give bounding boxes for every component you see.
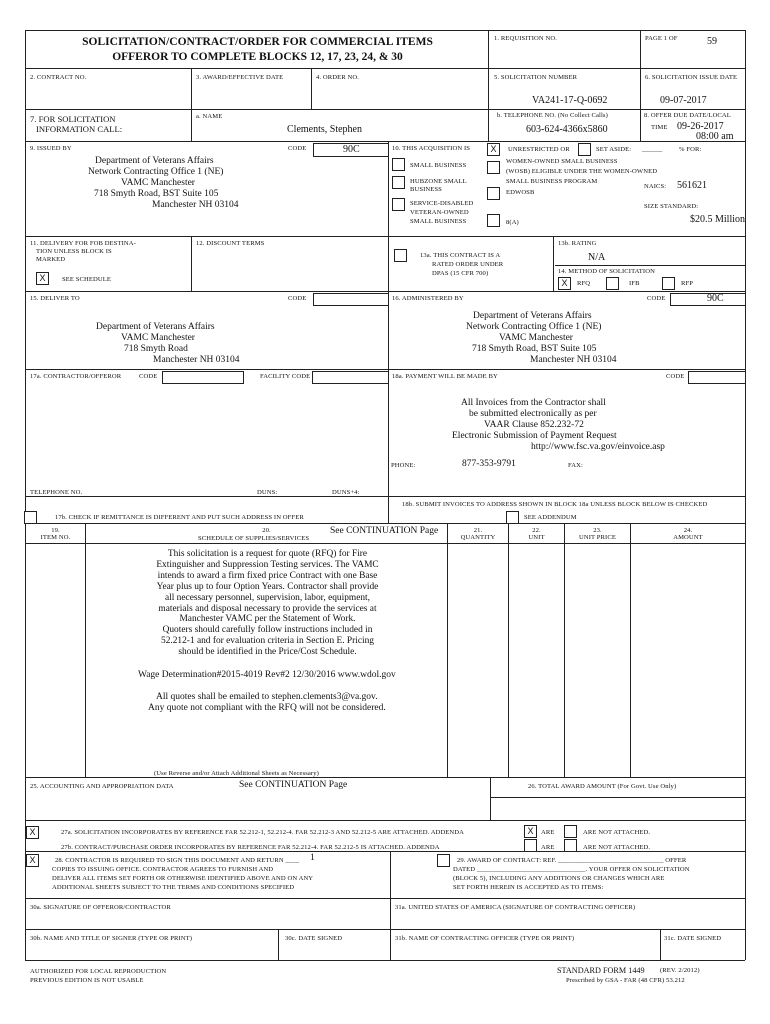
rfp-label: RFP <box>681 280 694 287</box>
deliver-to-line-3: 718 Smyth Road <box>124 344 188 354</box>
col-quantity: QUANTITY <box>460 534 496 541</box>
telephone-label: b. TELEPHONE NO. (No Collect Calls) <box>497 112 608 119</box>
col-schedule-num: 20. <box>262 527 271 534</box>
description-line: This solicitation is a request for quote (RFQ) for Fire <box>167 549 368 559</box>
payment-phone-label: PHONE: <box>391 462 416 469</box>
date-signed-31c-label: 31c. DATE SIGNED <box>664 935 722 942</box>
info-call-label-2: INFORMATION CALL: <box>36 124 123 134</box>
telephone-no-label: TELEPHONE NO. <box>30 489 83 496</box>
issue-date[interactable]: 09-07-2017 <box>660 95 707 106</box>
col-schedule: SCHEDULE OF SUPPLIES/SERVICES <box>198 535 310 542</box>
payment-line-2: be submitted electronically as per <box>469 409 597 419</box>
contractor-code-label: CODE <box>139 373 158 380</box>
administered-by-line-3: VAMC Manchester <box>499 333 573 343</box>
description-line: 52.212-1 and for evaluation criteria in Section E. Pricing <box>161 636 374 647</box>
footer-revision: (REV. 2/2012) <box>660 967 700 974</box>
requisition-label: 1. REQUISITION NO. <box>494 35 557 42</box>
addenda-27a-not: ARE NOT ATTACHED. <box>583 829 651 836</box>
issued-by-code-label: CODE <box>288 145 307 152</box>
col-amount-num: 24. <box>683 527 693 534</box>
award-date-label: 3. AWARD/EFFECTIVE DATE <box>196 74 284 81</box>
issued-by-line-1: Department of Veterans Affairs <box>95 156 214 166</box>
administered-by-line-5: Manchester NH 03104 <box>530 355 617 365</box>
schedule-description <box>90 549 445 658</box>
addenda-27b-are-checkbox[interactable] <box>524 839 537 852</box>
page-total: 59 <box>707 36 717 47</box>
edwosb-label: EDWOSB <box>506 189 535 196</box>
page-label: PAGE 1 OF <box>645 35 678 42</box>
rated-order-label-3: DPAS (15 CFR 700) <box>432 270 489 277</box>
payment-code-label: CODE <box>666 373 685 380</box>
rating-value[interactable]: N/A <box>588 252 606 263</box>
total-award-label: 26. TOTAL AWARD AMOUNT (For Govt. Use Only) <box>528 783 677 790</box>
description-line: materials and disposal necessary to provide the services at <box>158 603 377 614</box>
set-aside-blank: ______ <box>642 146 663 153</box>
description-line: Manchester VAMC per the Statement of Work. <box>179 614 356 625</box>
col-unit-num: 22. <box>532 527 541 534</box>
deliver-to-code-box[interactable] <box>313 293 389 306</box>
payment-line-4: Electronic Submission of Payment Request <box>452 431 617 441</box>
rating-label: 13b. RATING <box>558 240 597 247</box>
contact-phone[interactable]: 603-624-4366x5860 <box>526 124 608 135</box>
contractor-code-box[interactable] <box>162 371 244 384</box>
wosb-checkbox[interactable] <box>487 161 500 174</box>
hubzone-label-2: BUSINESS <box>410 186 442 193</box>
clause-27a-text: 27a. SOLICITATION INCORPORATES BY REFERENCE FAR 52.212-1, 52.212-4. FAR 52.212-3 AND 52.212-5 ARE ATTACHED. ADDENDA <box>61 829 465 836</box>
col-unit: UNIT <box>528 534 545 541</box>
signature-31a-label: 31a. UNITED STATES OF AMERICA (SIGNATURE OF CONTRACTING OFFICER) <box>395 904 636 911</box>
offer-due-label: 8. OFFER DUE DATE/LOCAL <box>644 112 731 119</box>
set-aside-label: SET ASIDE: <box>596 146 632 153</box>
issue-date-label: 6. SOLICITATION ISSUE DATE <box>645 74 738 81</box>
wosb-label-3: SMALL BUSINESS PROGRAM <box>506 178 598 185</box>
block28-line3: DELIVER ALL ITEMS SET FORTH OR OTHERWISE IDENTIFIED ABOVE AND ON ANY <box>52 875 314 882</box>
sdvosb-label-1: SERVICE-DISABLED <box>410 200 474 207</box>
administered-by-line-2: Network Contracting Office 1 (NE) <box>466 322 602 332</box>
footer-form-number: STANDARD FORM 1449 <box>557 966 645 975</box>
facility-code-label: FACILITY CODE <box>260 373 311 380</box>
signer-name-30b-label: 30b. NAME AND TITLE OF SIGNER (TYPE OR PRINT) <box>30 935 193 942</box>
duns-label: DUNS: <box>257 489 278 496</box>
issued-by-line-5: Manchester NH 03104 <box>152 200 239 210</box>
ifb-checkbox[interactable] <box>606 277 619 290</box>
sdvosb-label-3: SMALL BUSINESS <box>410 218 467 225</box>
eight-a-checkbox[interactable] <box>487 214 500 227</box>
addenda-27b-are: ARE <box>541 844 555 851</box>
addenda-27a-are-checkbox[interactable]: X <box>524 825 537 838</box>
order-no-label: 4. ORDER NO. <box>316 74 359 81</box>
percent-for-label: % FOR: <box>679 146 702 153</box>
sdvosb-checkbox[interactable] <box>392 198 405 211</box>
see-continuation-page: See CONTINUATION Page <box>330 526 439 536</box>
col-quantity-num: 21. <box>473 527 483 534</box>
accounting-label: 25. ACCOUNTING AND APPROPRIATION DATA <box>30 783 174 790</box>
solicitation-no[interactable]: VA241-17-Q-0692 <box>532 95 608 106</box>
size-standard-label: SIZE STANDARD: <box>644 203 699 210</box>
issued-by-code: 90C <box>343 144 360 155</box>
copies-count[interactable]: 1 <box>310 853 315 863</box>
payment-code-box[interactable] <box>688 371 746 384</box>
administered-by-line-4: 718 Smyth Road, BST Suite 105 <box>472 344 597 354</box>
form-title-line1: SOLICITATION/CONTRACT/ORDER FOR COMMERCIAL ITEMS <box>82 36 433 48</box>
fob-label-2: TION UNLESS BLOCK IS <box>36 248 112 255</box>
facility-code-box[interactable] <box>312 371 389 384</box>
contact-name[interactable]: Clements, Stephen <box>287 124 362 135</box>
rfq-label: RFQ <box>577 280 591 287</box>
remittance-label: 17b. CHECK IF REMITTANCE IS DIFFERENT AND PUT SUCH ADDRESS IN OFFER <box>55 514 304 521</box>
submit-invoices-label: 18b. SUBMIT INVOICES TO ADDRESS SHOWN IN BLOCK 18a UNLESS BLOCK BELOW IS CHECKED <box>402 501 708 508</box>
addenda-27a-are: ARE <box>541 829 555 836</box>
offer-due-time[interactable]: 08:00 am <box>696 131 734 142</box>
description-line: Quoters should carefully follow instructions included in <box>162 625 373 636</box>
payment-line-5: http://www.fsc.va.gov/einvoice.asp <box>531 442 665 452</box>
wage-determination: Wage Determination#2015-4019 Rev#2 12/30/2016 www.wdol.gov <box>138 670 396 680</box>
payment-line-1: All Invoices from the Contractor shall <box>461 398 606 408</box>
hubzone-label-1: HUBZONE SMALL <box>410 178 467 185</box>
administered-by-code-box[interactable] <box>670 293 746 306</box>
fob-label-3: MARKED <box>36 256 66 263</box>
administered-by-code: 90C <box>707 293 724 304</box>
deliver-to-line-1: Department of Veterans Affairs <box>96 322 215 332</box>
contract-no-label: 2. CONTRACT NO. <box>30 74 87 81</box>
col-unit-price: UNIT PRICE <box>579 534 616 541</box>
payment-fax-label: FAX: <box>568 462 583 469</box>
administered-by-line-1: Department of Veterans Affairs <box>473 311 592 321</box>
description-line: all necessary personnel, supervision, labor, equipment, <box>164 592 371 603</box>
block28-line1: 28. CONTRACTOR IS REQUIRED TO SIGN THIS DOCUMENT AND RETURN ____ <box>55 857 300 864</box>
issued-by-line-3: VAMC Manchester <box>121 178 195 188</box>
block28-line4: ADDITIONAL SHEETS SUBJECT TO THE TERMS AND CONDITIONS SPECIFIED <box>52 884 295 891</box>
administered-by-label: 16. ADMINISTERED BY <box>392 295 464 302</box>
clause-27b-text: 27b. CONTRACT/PURCHASE ORDER INCORPORATES BY REFERENCE FAR 52.212-4. FAR 52.212-5 IS ATTACHED. ADDENDA <box>61 844 440 851</box>
acquisition-label: 10. THIS ACQUISITION IS <box>392 145 471 152</box>
sdvosb-label-2: VETERAN-OWNED <box>410 209 469 216</box>
wosb-label-2: (WOSB) ELIGIBLE UNDER THE WOMEN-OWNED <box>506 168 658 175</box>
unrestricted-checkbox[interactable]: X <box>487 143 500 156</box>
small-business-checkbox[interactable] <box>392 158 405 171</box>
duns4-label: DUNS+4: <box>332 489 360 496</box>
email-instruction-1: All quotes shall be emailed to stephen.clements3@va.gov. <box>156 692 378 702</box>
set-aside-checkbox[interactable] <box>578 143 591 156</box>
see-addendum-checkbox[interactable] <box>506 511 519 524</box>
contractor-sign-checkbox[interactable]: X <box>26 854 39 867</box>
footer-previous-edition: PREVIOUS EDITION IS NOT USABLE <box>30 977 144 984</box>
description-line: intends to award a firm fixed price Contract with one Base <box>157 570 378 581</box>
footer-authorized: AUTHORIZED FOR LOCAL REPRODUCTION <box>30 968 167 975</box>
signature-30a-label: 30a. SIGNATURE OF OFFEROR/CONTRACTOR <box>30 904 171 911</box>
block29-line3: (BLOCK 5), INCLUDING ANY ADDITIONS OR CHANGES WHICH ARE <box>453 875 665 882</box>
description-line: Extinguisher and Suppression Testing services. The VAMC <box>156 559 379 570</box>
col-item-no: ITEM NO. <box>40 534 71 541</box>
size-standard-value[interactable]: $20.5 Million <box>690 214 746 225</box>
naics-value[interactable]: 561621 <box>677 180 707 191</box>
administered-by-code-label: CODE <box>647 295 666 302</box>
name-label: a. NAME <box>196 113 223 120</box>
rfq-checkbox[interactable]: X <box>558 277 571 290</box>
col-amount: AMOUNT <box>673 534 703 541</box>
see-schedule-checkbox[interactable]: X <box>36 272 49 285</box>
method-label: 14. METHOD OF SOLICITATION <box>558 268 655 275</box>
block29-line4: SET FORTH HEREIN IS ACCEPTED AS TO ITEMS: <box>453 884 604 891</box>
deliver-to-label: 15. DELIVER TO <box>30 295 80 302</box>
solicitation-no-label: 5. SOLICITATION NUMBER <box>494 74 578 81</box>
addenda-27b-not-checkbox[interactable] <box>564 839 577 852</box>
naics-label: NAICS: <box>644 183 667 190</box>
hubzone-checkbox[interactable] <box>392 176 405 189</box>
rated-order-checkbox[interactable] <box>394 249 407 262</box>
description-line: Year plus up to four Option Years. Contractor shall provide <box>156 581 379 592</box>
reverse-note: (Use Reverse and/or Attach Additional Sheets as Necessary) <box>154 770 319 777</box>
fob-label-1: 11. DELIVERY FOR FOB DESTINA- <box>30 240 136 247</box>
offer-due-date[interactable]: 09-26-2017 <box>677 121 724 132</box>
rated-order-label-1: 13a. THIS CONTRACT IS A <box>420 252 501 259</box>
ifb-label: IFB <box>629 280 640 287</box>
rated-order-label-2: RATED ORDER UNDER <box>432 261 504 268</box>
eight-a-label: 8(A) <box>506 219 519 226</box>
contractor-label: 17a. CONTRACTOR/OFFEROR <box>30 373 122 380</box>
col-unit-price-num: 23. <box>593 527 602 534</box>
email-instruction-2: Any quote not compliant with the RFQ will not be considered. <box>148 703 386 713</box>
payment-label: 18a. PAYMENT WILL BE MADE BY <box>392 373 498 380</box>
issued-by-line-2: Network Contracting Office 1 (NE) <box>88 167 224 177</box>
payment-line-3: VAAR Clause 852.232-72 <box>484 420 584 430</box>
footer-prescribed: Prescribed by GSA - FAR (48 CFR) 53.212 <box>566 977 685 984</box>
addenda-27b-not: ARE NOT ATTACHED. <box>583 844 651 851</box>
deliver-to-line-2: VAMC Manchester <box>121 333 195 343</box>
remittance-checkbox[interactable] <box>24 511 37 524</box>
form-title-line2: OFFEROR TO COMPLETE BLOCKS 12, 17, 23, 24, & 30 <box>112 51 403 63</box>
issued-by-code-box[interactable] <box>313 143 389 157</box>
block29-line1: 29. AWARD OF CONTRACT: REF. _______________________________ OFFER <box>457 857 687 864</box>
issued-by-label: 9. ISSUED BY <box>30 145 72 152</box>
block29-line2: DATED ________________________________. YOUR OFFER ON SOLICITATION <box>453 866 690 873</box>
clause-27a-checkbox[interactable]: X <box>26 826 39 839</box>
award-checkbox[interactable] <box>437 854 450 867</box>
small-business-label: SMALL BUSINESS <box>410 162 467 169</box>
see-schedule-label: SEE SCHEDULE <box>62 276 112 283</box>
payment-phone[interactable]: 877-353-9791 <box>462 459 516 469</box>
deliver-to-line-4: Manchester NH 03104 <box>153 355 240 365</box>
issued-by-line-4: 718 Smyth Road, BST Suite 105 <box>94 189 219 199</box>
info-call-label-1: 7. FOR SOLICITATION <box>30 114 116 124</box>
col-item-no-num: 19. <box>51 527 60 534</box>
unrestricted-label: UNRESTRICTED OR <box>508 146 570 153</box>
block28-line2: COPIES TO ISSUING OFFICE. CONTRACTOR AGREES TO FURNISH AND <box>52 866 274 873</box>
see-addendum-label: SEE ADDENDUM <box>524 514 577 521</box>
deliver-to-code-label: CODE <box>288 295 307 302</box>
officer-name-31b-label: 31b. NAME OF CONTRACTING OFFICER (TYPE OR PRINT) <box>395 935 575 942</box>
date-signed-30c-label: 30c. DATE SIGNED <box>285 935 343 942</box>
offer-time-label: TIME <box>651 124 668 131</box>
rfp-checkbox[interactable] <box>662 277 675 290</box>
description-line: should be identified in the Price/Cost Schedule. <box>178 647 357 658</box>
wosb-label-1: WOMEN-OWNED SMALL BUSINESS <box>506 158 618 165</box>
addenda-27a-not-checkbox[interactable] <box>564 825 577 838</box>
edwosb-checkbox[interactable] <box>487 187 500 200</box>
discount-terms-label: 12. DISCOUNT TERMS <box>196 240 265 247</box>
accounting-value: See CONTINUATION Page <box>239 780 348 790</box>
